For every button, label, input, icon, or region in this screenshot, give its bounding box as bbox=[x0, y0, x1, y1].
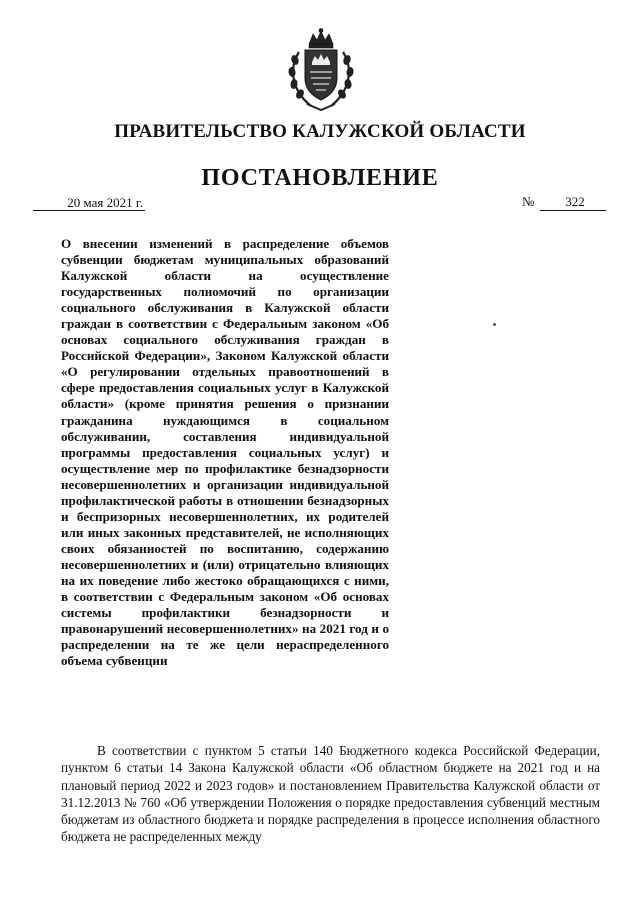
document-subject: О внесении изменений в распределение объемов субвенции бюджетам муниципальных образований Калужской области на осуществление государственных полномочий по организации социального обслуживания в Калужской области граждан в соответствии с Федеральным законом «Об основах социального обслуживания граждан в Российской Федерации», Законом Калужской области «О регулировании отдельных правоотношений в сфере предоставления социальных услуг в Калужской области» (кроме принятия решения о признании гражданина нуждающимся в социальном обслуживании, составления индивидуальной программы предоставления социальных услуг) и осуществление мер по профилактике безнадзорности несовершеннолетних и организации индивидуальной профилактической работы в отношении безнадзорных и беспризорных несовершеннолетних, их родителей или иных законных представителей, не исполняющих своих обязанностей по воспитанию, содержанию несовершеннолетних и (или) отрицательно влияющих на их поведение либо жестоко обращающихся с ними, в соответствии с Федеральным законом «Об основах системы профилактики безнадзорности и правонарушений несовершеннолетних» на 2021 год и о распределении на те же цели нераспределенного объема субвенции bbox=[61, 236, 389, 669]
document-body-paragraph: В соответствии с пунктом 5 статьи 140 Бюджетного кодекса Российской Федерации, пунктом 6 статьи 14 Закона Калужской области «Об областном бюджете на 2021 год и на плановый период 2022 и 2023 годов» и постановлением Правительства Калужской области от 31.12.2013 № 760 «Об утверждении Положения о порядке предоставления субвенций местным бюджетам из областного бюджета и порядке распределения в процессе исполнения областного бюджета не распределенных между bbox=[61, 743, 600, 845]
document-date: 20 мая 2021 г. bbox=[33, 195, 145, 211]
document-type-title: ПОСТАНОВЛЕНИЕ bbox=[201, 165, 439, 191]
number-sign: № bbox=[522, 194, 535, 209]
document-number-block bbox=[522, 194, 608, 210]
scan-speck bbox=[493, 323, 496, 326]
government-title: ПРАВИТЕЛЬСТВО КАЛУЖСКОЙ ОБЛАСТИ bbox=[114, 121, 526, 142]
document-number: 322 bbox=[540, 194, 606, 211]
coat-of-arms-icon bbox=[285, 28, 357, 112]
